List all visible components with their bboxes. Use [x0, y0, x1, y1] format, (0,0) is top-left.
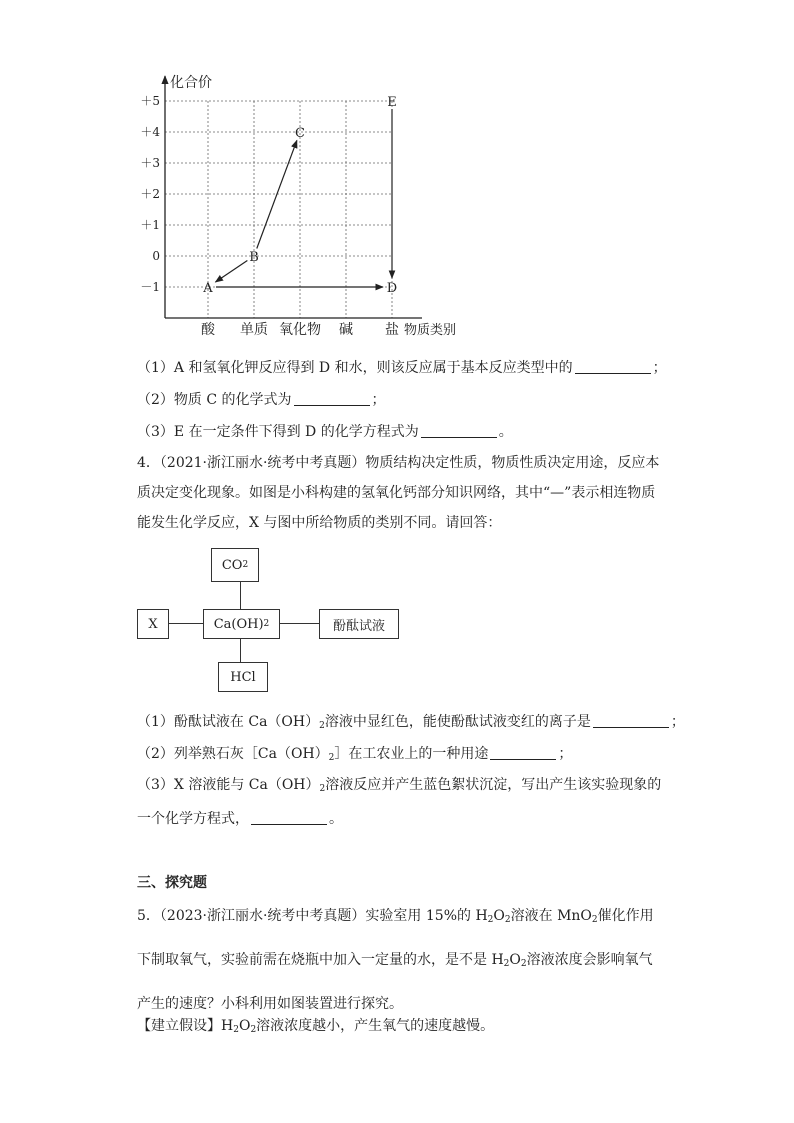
answer-blank[interactable] [490, 745, 556, 760]
x-tick-label: 单质 [240, 322, 268, 338]
point-label-D: D [386, 281, 398, 296]
q4-part3: （3）X 溶液能与 $Ca(OH)_2$溶液反应并产生蓝色絮状沉淀，写出产生该实验现象的一个化学方程式， 。 [137, 777, 662, 827]
node-x: X [137, 609, 169, 639]
point-label-C: C [295, 126, 305, 141]
q5-hypothesis: 【建立假设】$H_2O_2$溶液浓度越小，产生氧气的速度越慢。 [137, 1018, 495, 1035]
y-tick-label: ＋1 [140, 218, 160, 232]
reaction-arrow-B-A [215, 260, 247, 281]
answer-blank[interactable] [251, 810, 327, 825]
y-tick-label: ＋5 [140, 94, 160, 108]
y-tick-label: 0 [152, 249, 160, 263]
q4-intro: 4．（2021·浙江丽水·统考中考真题）物质结构决定性质，物质性质决定用途，反应本质决定变化现象。如图是小科构建的氢氧化钙部分知识网络，其中“—”表示相连物质能发生化学反应，X 与图中所给物质的类别不同。请回答： [137, 455, 660, 531]
connector-right [279, 623, 319, 624]
y-tick-label: ＋3 [140, 156, 160, 170]
q4-part1: （1）酚酞试液在 $Ca(OH)_2$溶液中显红色，能使酚酞试液变红的离子是 ； [137, 714, 685, 731]
node-ca-oh-2: Ca(OH) 2 [203, 609, 280, 639]
chart-grid [165, 101, 392, 318]
x-tick-label: 氧化物 [279, 322, 321, 338]
reaction-arrow-B-C [257, 140, 297, 248]
answer-blank[interactable] [294, 391, 370, 406]
valence-chart [130, 68, 470, 343]
point-label-A: A [203, 281, 213, 296]
y-axis-label: 化合价 [170, 75, 212, 91]
section-title: 三、探究题 [137, 875, 207, 891]
q3-part2: （2）物质 C 的化学式为 ； [137, 392, 386, 408]
x-tick-label: 盐 [385, 322, 399, 338]
q3-part1: （1）A 和氢氧化钾反应得到 D 和水，则该反应属于基本反应类型中的 ； [137, 360, 667, 376]
answer-blank[interactable] [593, 713, 669, 728]
x-tick-label: 碱 [339, 322, 353, 338]
answer-blank[interactable] [575, 359, 651, 374]
connector-bottom [240, 636, 241, 662]
point-label-B: B [249, 250, 259, 265]
y-tick-label: ＋4 [140, 125, 160, 139]
x-axis-label: 物质类别 [404, 323, 457, 338]
connector-top [240, 581, 241, 609]
connector-left [168, 623, 203, 624]
x-tick-label: 酸 [201, 322, 215, 338]
q4-part2: （2）列举熟石灰$[Ca(OH)_2]$在工农业上的一种用途 ； [137, 746, 573, 763]
node-phenolphthalein: 酚酞试液 [319, 609, 399, 639]
point-label-E: E [387, 95, 397, 110]
node-hcl: HCl [218, 662, 268, 692]
answer-blank[interactable] [421, 423, 497, 438]
y-tick-label: －1 [140, 280, 160, 294]
q3-part3: （3）E 在一定条件下得到 D 的化学方程式为 。 [137, 424, 513, 440]
y-tick-label: ＋2 [140, 187, 160, 201]
node-co2: CO 2 [211, 548, 259, 582]
q5-intro: 5．（2023·浙江丽水·统考中考真题）实验室用 15%的 $H_2O_2$溶液在 MnO$_2$催化作用下制取氧气，实验前需在烧瓶中加入一定量的水，是不是 $H_2O_2$溶液浓度会影响氧气产生的速度？小科利用如图装置进行探究。 [137, 908, 654, 1012]
